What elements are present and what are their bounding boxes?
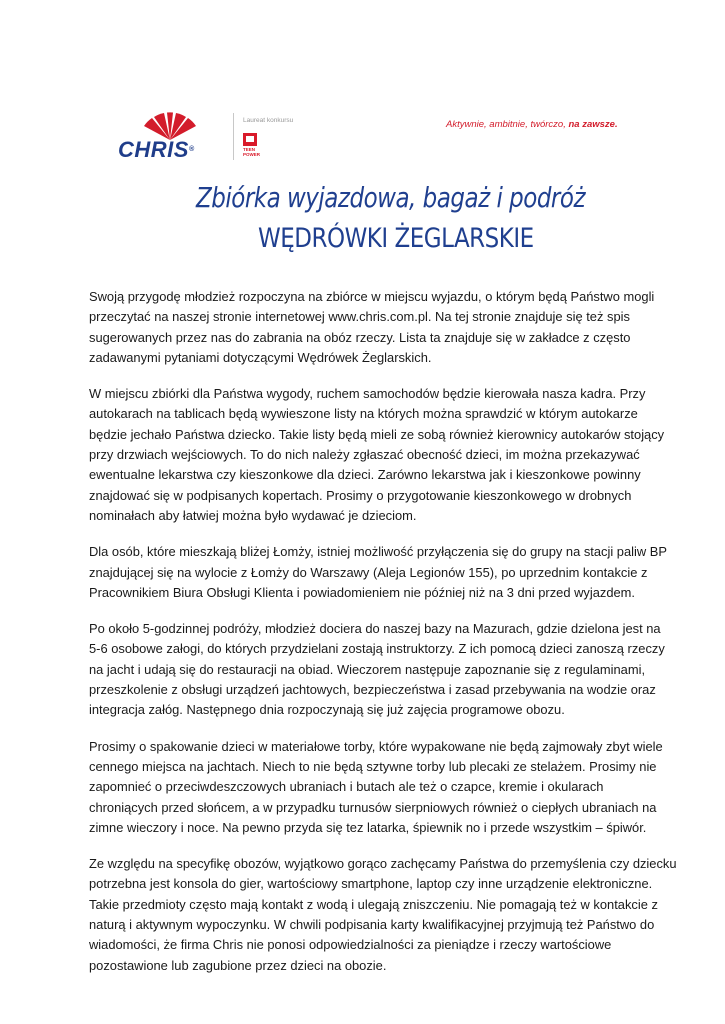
page-header [0,0,725,170]
text-line: potrzebna jest konsola do gier, wartościowy smartphone, laptop czy inne urządzenie elektroniczne. [89,876,653,892]
text-line: będzie jechało Państwa dziecko. Takie listy będą mieli ze sobą również kierownicy autokarów stojący [89,426,665,442]
text-line: przeczytać na naszej stronie internetowej www.chris.com.pl. Na tej stronie znajduje się też spis [89,309,630,325]
text-line: chroniących przed słońcem, a w przypadku turnusów sierpniowych również o ciepłych ubraniach na [89,799,657,815]
text-line: znajdującej się na wylocie z Łomży do Warszawy (Aleja Legionów 155), po uprzednim kontakcie z [89,564,648,580]
text-line: zadawanymi pytaniami dotyczącymi Wędrówek Żeglarskich. [89,349,432,365]
document-title: Zbiórka wyjazdowa, bagaż i podróż [196,183,586,215]
text-line: przeszkolenie z obsługi urządzeń jachtowych, bezpieczeństwa i zasad przebywania na wodzie oraz [89,682,656,698]
text-line: nominałach aby łatwiej można było wydawać je dzieciom. [89,507,417,523]
paragraph-1 [89,287,655,368]
text-line: Swoją przygodę młodzież rozpoczyna na zbiórce w miejscu wyjazdu, o którym będą Państwo mogli [89,289,655,304]
document-subtitle: WĘDRÓWKI ŻEGLARSKIE [258,224,534,254]
text-line: cennego miejsca na jachtach. Niech to nie będą sztywne torby lub plecaki ze stelażem. Prosimy nie [89,758,657,774]
paragraph-2 [89,384,665,526]
text-line: pozostawione lub zagubione przez dzieci na obozie. [89,957,387,973]
text-line: wiadomości, że firma Chris nie ponosi odpowiedzialności za pieniądze i rzeczy wartościowe [89,937,612,953]
text-line: znajdować się w podpisanych kopertach. Prosimy o przygotowanie kieszonkowego w drobnych [89,487,632,503]
paragraph-3 [89,542,667,603]
text-line: ewentualne lekarstwa czy kieszonkowe dla dzieci. Zarówno lekarstwa jak i kieszonkowe powinny [89,467,641,483]
chris-fan-logo-icon [138,112,202,140]
text-line: naturą i aktywnym wypoczynku. W chwili podpisania karty kwalifikacyjnej przyjmują też Państwo do [89,917,655,933]
text-line: zapomnieć o przeciwdeszczowych ubraniach i butach ale też o czapce, kremie i okularach [89,779,604,795]
text-line: przy drzwiach wejściowych. To do nich należy zgłaszać obecność dzieci, im można przekazywać [89,447,640,463]
text-line: zimne wieczory i noce. Na pewno przyda się tez latarka, śpiewnik no i przede wszystkim – śpiwór. [89,819,647,835]
laureat-label: Laureat konkursu [243,117,294,124]
paragraph-4 [89,619,665,720]
slogan: Aktywnie, ambitnie, twórczo, na zawsze. [446,119,618,130]
text-line: autokarach na tablicach będą wywieszone listy na których można sprawdzić w którym autokarze [89,406,638,422]
text-line: sugerowanych przez nas do zabrania na obóz rzeczy. Lista ta znajduje się w zakładce z często [89,329,631,345]
award-text: TEEN POWER [243,147,261,157]
logo-wordmark: CHRIS® [118,137,195,162]
paragraph-6 [89,854,677,976]
text-line: W miejscu zbiórki dla Państwa wygody, ruchem samochodów będzie kierowała nasza kadra. Przy [89,386,646,402]
header-divider [233,113,234,160]
text-line: Ze względu na specyfikę obozów, wyjątkowo gorąco zachęcamy Państwa do przemyślenia czy dziecku [89,856,677,872]
chris-logo [118,112,222,162]
text-line: Po około 5-godzinnej podróży, młodzież dociera do naszej bazy na Mazurach, gdzie dzielona jest na [89,621,661,637]
document-body [89,287,677,992]
text-line: Pracownikiem Biura Obsługi Klienta i powiadomieniem nie później niż na 3 dni przed wyjazdem. [89,584,635,600]
text-line: Dla osób, które mieszkają bliżej Łomży, istniej możliwość przyłączenia się do grupy na stacji paliw BP [89,544,667,560]
text-line: 5-6 osobowe załogi, do których przydzielani zostają instruktorzy. Z ich pomocą dzieci zanoszą rzeczy [89,641,665,657]
text-line: na jacht i udają się do restauracji na obiad. Wieczorem następuje zapoznanie się z regulaminami, [89,661,646,677]
text-line: integracja załóg. Następnego dnia rozpoczynają się już zajęcia programowe obozu. [89,702,565,718]
paragraph-5 [89,737,663,838]
award-badge-icon [243,133,259,155]
text-line: Takie przedmioty często mają kontakt z wodą i ulegają zniszczeniu. Nie pomagają też w kontakcie z [89,896,658,912]
text-line: Prosimy o spakowanie dzieci w materiałowe torby, które wypakowane nie będą zajmowały zbyt wiele [89,738,663,754]
